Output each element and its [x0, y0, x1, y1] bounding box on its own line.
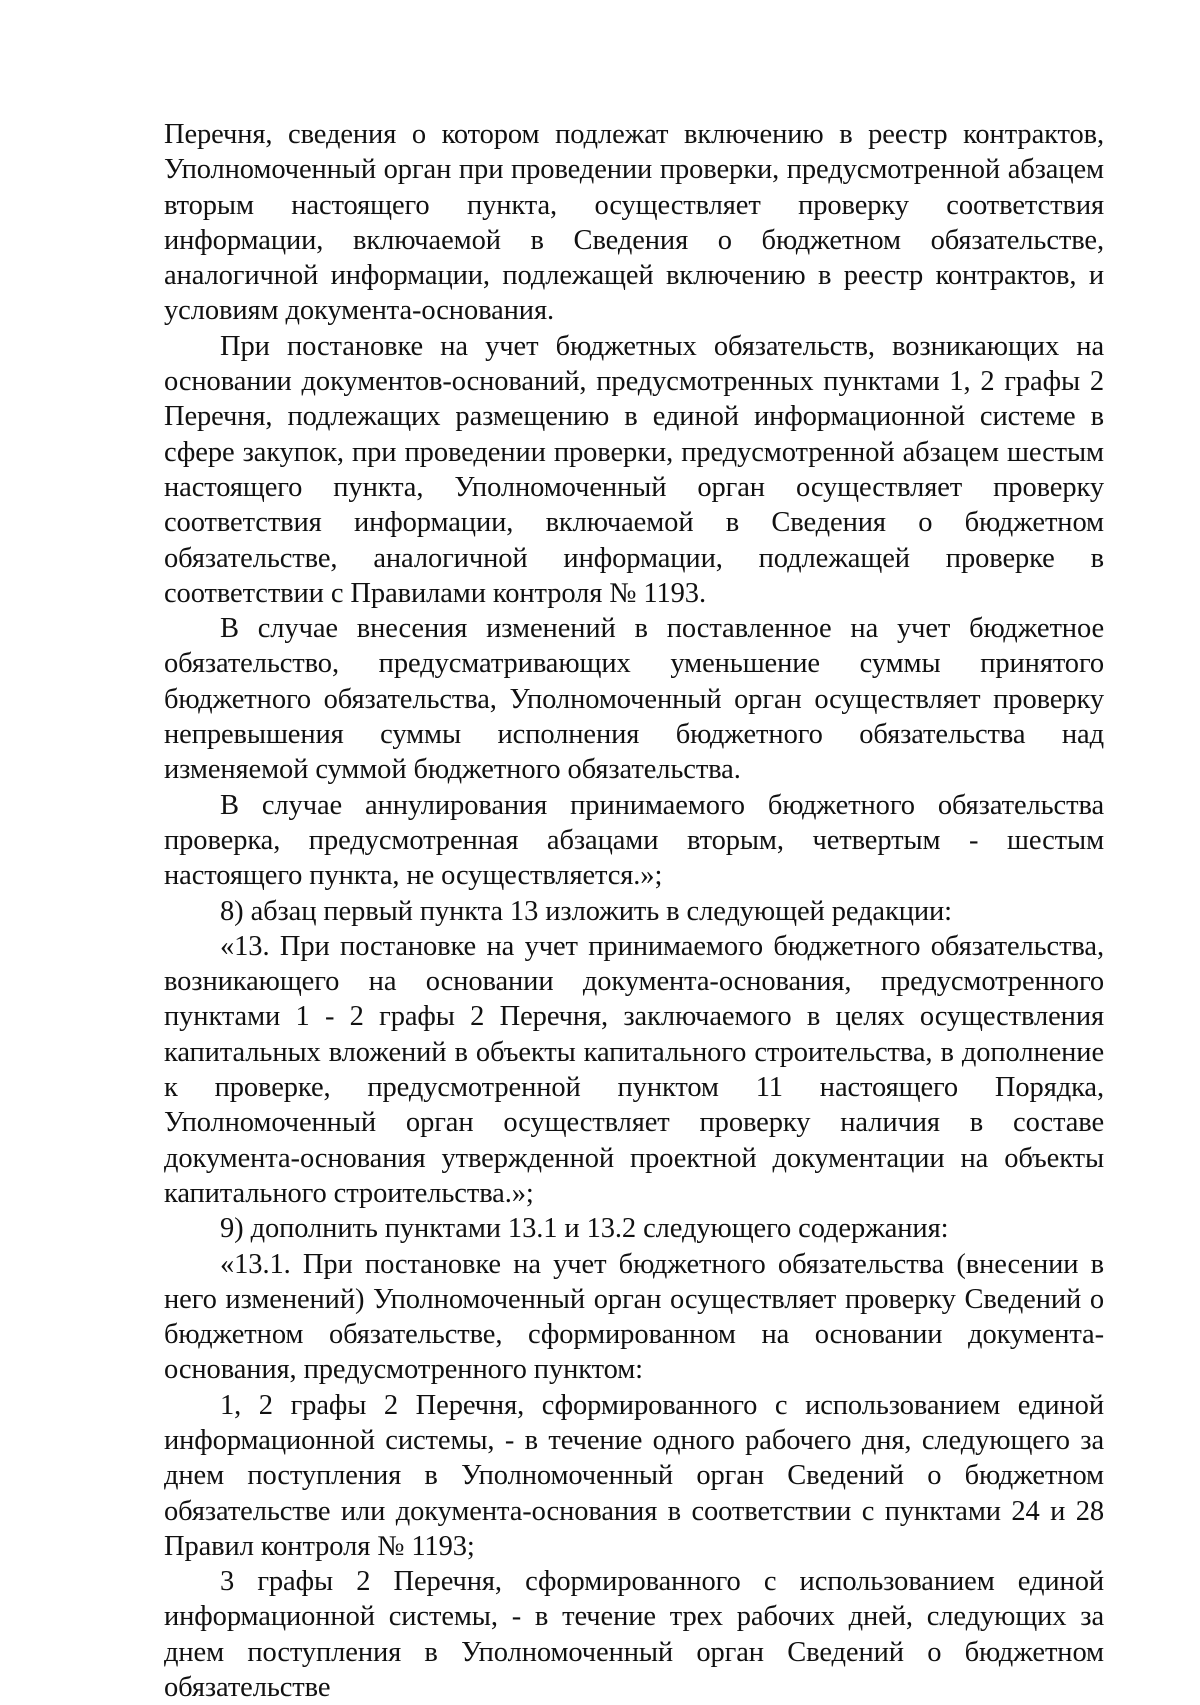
paragraph-amendment-item-8: 8) абзац первый пункта 13 изложить в следующей редакции: — [220, 895, 952, 927]
paragraph-clause-13-1: «13.1. При постановке на учет бюджетного обязательства (внесении в него изменений) Уполномоченный орган осуществляет проверку Сведений о бюджетном обязательстве, сформированном на основании документа-основания, предусмотренного пунктом: — [164, 1248, 1104, 1386]
paragraph-budget-registration-check: При постановке на учет бюджетных обязательств, возникающих на основании документов-оснований, предусмотренных пунктами 1, 2 графы 2 Перечня, подлежащих размещению в единой информационной системе в сфере закупок, при проведении проверки, предусмотренной абзацем шестым настоящего пункта, Уполномоченный орган осуществляет проверку соответствия информации, включаемой в Сведения о бюджетном обязательстве, аналогичной информации, подлежащей проверке в соответствии с Правилами контроля № 1193. — [164, 330, 1104, 609]
paragraph-item-3-deadline: 3 графы 2 Перечня, сформированного с использованием единой информационной системы, - в течение трех рабочих дней, следующих за днем поступления в Уполномоченный орган Сведений о бюджетном обязательстве — [164, 1566, 1104, 1704]
paragraph-amendment-item-9: 9) дополнить пунктами 13.1 и 13.2 следующего содержания: — [220, 1213, 949, 1245]
paragraph-clause-13: «13. При постановке на учет принимаемого бюджетного обязательства, возникающего на основании документа-основания, предусмотренного пунктами 1 - 2 графы 2 Перечня, заключаемого в целях осуществления капитальных вложений в объекты капитального строительства, в дополнение к проверке, предусмотренной пунктом 11 настоящего Порядка, Уполномоченный орган осуществляет проверку наличия в составе документа-основания утвержденной проектной документации на объекты капитального строительства.»; — [164, 930, 1104, 1209]
paragraph-annulment: В случае аннулирования принимаемого бюджетного обязательства проверка, предусмотренная абзацами вторым, четвертым - шестым настоящего пункта, не осуществляется.»; — [164, 789, 1104, 892]
paragraph-items-1-2-deadline: 1, 2 графы 2 Перечня, сформированного с использованием единой информационной системы, - в течение одного рабочего дня, следующего за днем поступления в Уполномоченный орган Сведений о бюджетном обязательстве или документа-основания в соответствии с пунктами 24 и 28 Правил контроля № 1193; — [164, 1389, 1104, 1562]
paragraph-obligation-reduction-check: В случае внесения изменений в поставленное на учет бюджетное обязательство, предусматривающих уменьшение суммы принятого бюджетного обязательства, Уполномоченный орган осуществляет проверку непревышения суммы исполнения бюджетного обязательства над изменяемой суммой бюджетного обязательства. — [164, 613, 1104, 786]
document-body — [164, 117, 1104, 1705]
paragraph-continuation: Перечня, сведения о котором подлежат включению в реестр контрактов, Уполномоченный орган при проведении проверки, предусмотренной абзацем вторым настоящего пункта, осуществляет проверку соответствия информации, включаемой в Сведения о бюджетном обязательстве, аналогичной информации, подлежащей включению в реестр контрактов, и условиям документа-основания. — [164, 119, 1104, 327]
